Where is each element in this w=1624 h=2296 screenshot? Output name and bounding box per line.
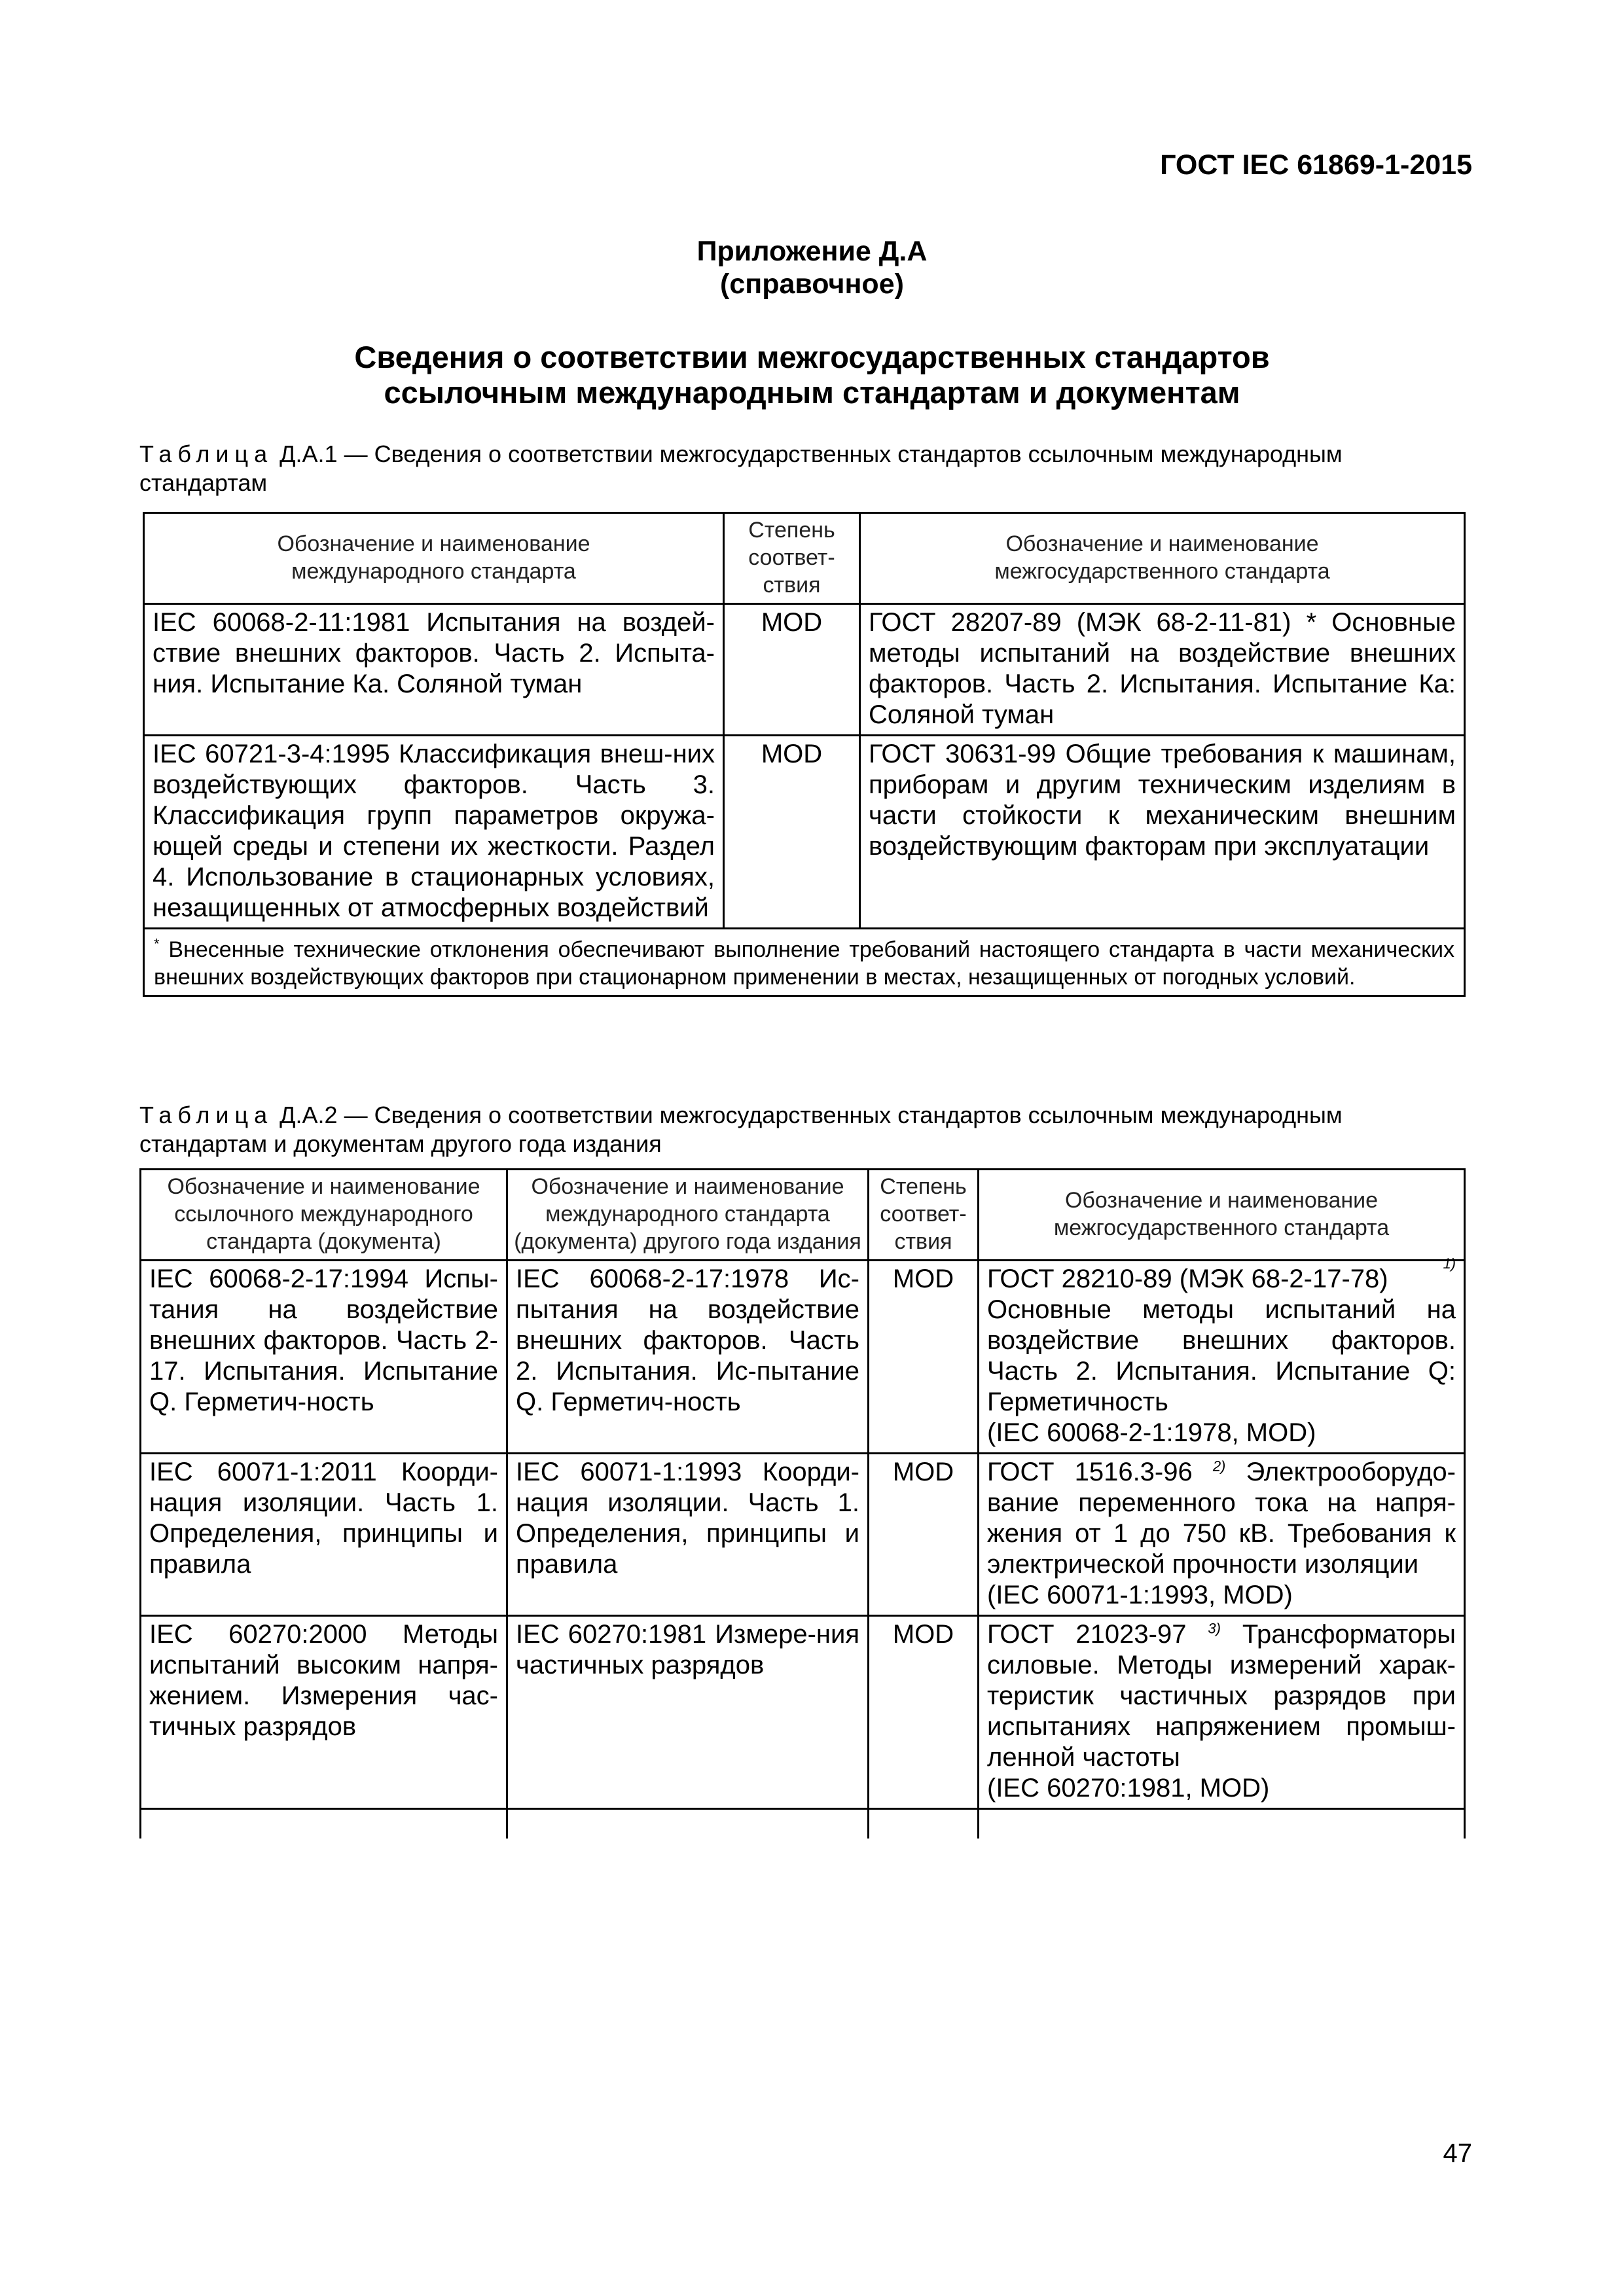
table2-row1-gost-equiv: (IEC 60068-2-1:1978, MOD) — [987, 1418, 1316, 1447]
table1-row1-intl: IEC 60068-2-11:1981 Испытания на воздей-ствие внешних факторов. Часть 2. Испыта-ния. Испытание Ка. Соляной туман — [144, 604, 724, 736]
section-title-line-2: ссылочным международным стандартам и документам — [384, 375, 1240, 410]
empty-cell — [869, 1809, 979, 1839]
table1-header-gost: Обозначение и наименование межгосударственного стандарта — [860, 513, 1465, 604]
table2-caption-text: Д.А.2 — Сведения о соответствии межгосударственных стандартов ссылочным международным — [273, 1102, 1343, 1128]
table1-row2-gost: ГОСТ 30631-99 Общие требования к машинам, приборам и другим техническим изделиям в части стойкости к механическим внешним воздействующим факторам при эксплуатации — [860, 736, 1465, 929]
table2-header-gost: Обозначение и наименование межгосударственного стандарта — [979, 1170, 1465, 1261]
table1-note-text: Внесенные технические отклонения обеспечивают выполнение требований настоящего стандарта в части механических внешних воздействующих факторов при стационарном применении в местах, незащищенных от погодных условий. — [154, 937, 1455, 990]
table1-row1-gost: ГОСТ 28207-89 (МЭК 68-2-11-81) * Основные методы испытаний на воздействие внешних факторов. Часть 2. Испытания. Испытание Ка: Соляной туман — [860, 604, 1465, 736]
table2-row1-degree: MOD — [869, 1261, 979, 1454]
table2-caption — [139, 1101, 1462, 1158]
table1-caption — [139, 440, 1462, 497]
note-marker: * — [154, 935, 160, 952]
table2-header-ref: Обозначение и наименование ссылочного международного стандарта (документа) — [141, 1170, 507, 1261]
table2-row3-ref: IEC 60270:2000 Методы испытаний высоким напря-жением. Измерения час-тичных разрядов — [141, 1616, 507, 1809]
empty-cell — [507, 1809, 869, 1839]
table2-header-degree: Степень соответ-ствия — [869, 1170, 979, 1261]
table1-row2-degree: MOD — [724, 736, 860, 929]
table2-row3-gost-equiv: (IEC 60270:1981, MOD) — [987, 1774, 1270, 1803]
table2-row1-ref: IEC 60068-2-17:1994 Испы-тания на воздействие внешних факторов. Часть 2-17. Испытания. Испытание Q. Герметич-ность — [141, 1261, 507, 1454]
table1-note-row — [144, 929, 1465, 996]
table2-caption-line2: стандартам и документам другого года издания — [139, 1130, 662, 1157]
table2-row2-gost — [979, 1454, 1465, 1616]
appendix-title: Приложение Д.А — [696, 236, 928, 267]
table2-row2-degree: MOD — [869, 1454, 979, 1616]
table1-caption-line2: стандартам — [139, 469, 268, 496]
table2-row2-gost-equiv: (IEC 60071-1:1993, MOD) — [987, 1581, 1293, 1609]
table-row — [141, 1261, 1465, 1454]
table2-row1-gost: ГОСТ 28210-89 (МЭК 68-2-17-78) 1) Основные методы испытаний на воздействие внешних факторов. Часть 2. Испытания. Испытание Q: Герметичность (IEC 60068-2-1:1978, MOD) — [979, 1261, 1465, 1454]
table-row — [141, 1454, 1465, 1616]
table-row — [144, 736, 1465, 929]
table2-row1-other: IEC 60068-2-17:1978 Ис-пытания на воздействие внешних факторов. Часть 2. Испытания. Ис-пытание Q. Герметич-ность — [507, 1261, 869, 1454]
table2-row2-gost-title: Электрооборудо-вание переменного тока на напря-жения от 1 до 750 кВ. Требования к электрической прочности изоляции — [987, 1458, 1456, 1579]
table1-row2-intl: IEC 60721-3-4:1995 Классификация внеш-них воздействующих факторов. Часть 3. Классификация групп параметров окружа-ющей среды и степени их жесткости. Раздел 4. Использование в стационарных условиях, незащищенных от атмосферных воздействий — [144, 736, 724, 929]
table-row — [144, 604, 1465, 736]
table2-caption-label: Таблица — [139, 1102, 274, 1128]
table2-row3-other: IEC 60270:1981 Измере-ния частичных разрядов — [507, 1616, 869, 1809]
table1-caption-text: Д.А.1 — Сведения о соответствии межгосударственных стандартов ссылочным международным — [273, 440, 1343, 467]
table2-row3-gost — [979, 1616, 1465, 1809]
empty-cell — [141, 1809, 507, 1839]
table1-caption-label: Таблица — [139, 440, 274, 467]
appendix-type: (справочное) — [720, 268, 904, 300]
empty-cell — [979, 1809, 1465, 1839]
table1-note — [144, 929, 1465, 996]
section-title-line-1: Сведения о соответствии межгосударственных стандартов — [354, 340, 1270, 374]
table2-row2-other: IEC 60071-1:1993 Коорди-нация изоляции. Часть 1. Определения, принципы и правила — [507, 1454, 869, 1616]
table-row — [141, 1616, 1465, 1809]
table2-row3-gost-title: Трансформаторы силовые. Методы измерений харак-теристик частичных разрядов при испытаниях напряжением промыш-ленной частоты — [987, 1620, 1456, 1772]
table2-header-row — [141, 1170, 1465, 1261]
table2-continuation-row — [141, 1809, 1465, 1839]
footnote-ref: 2) — [1212, 1458, 1226, 1475]
table1-header-row — [144, 513, 1465, 604]
table1-header-intl: Обозначение и наименование международного стандарта — [144, 513, 724, 604]
table1-row1-degree: MOD — [724, 604, 860, 736]
table2-row3-degree: MOD — [869, 1616, 979, 1809]
table-1 — [143, 512, 1466, 997]
table2-row1-gost-code: ГОСТ 28210-89 (МЭК 68-2-17-78) — [987, 1265, 1388, 1293]
page-number: 47 — [1443, 2139, 1472, 2168]
table2-row3-gost-code: ГОСТ 21023-97 — [987, 1620, 1187, 1649]
table1-header-degree: Степень соответ-ствия — [724, 513, 860, 604]
table2-header-other: Обозначение и наименование международного стандарта (документа) другого года издания — [507, 1170, 869, 1261]
table2-row2-gost-code: ГОСТ 1516.3-96 — [987, 1458, 1193, 1486]
table2-row1-gost-title: Основные методы испытаний на воздействие внешних факторов. Часть 2. Испытания. Испытание Q: Герметичность — [987, 1295, 1456, 1416]
footnote-ref: 3) — [1208, 1620, 1221, 1637]
table-2 — [139, 1168, 1466, 1839]
table2-row2-ref: IEC 60071-1:2011 Коорди-нация изоляции. Часть 1. Определения, принципы и правила — [141, 1454, 507, 1616]
standard-code: ГОСТ IEC 61869-1-2015 — [1160, 149, 1472, 181]
